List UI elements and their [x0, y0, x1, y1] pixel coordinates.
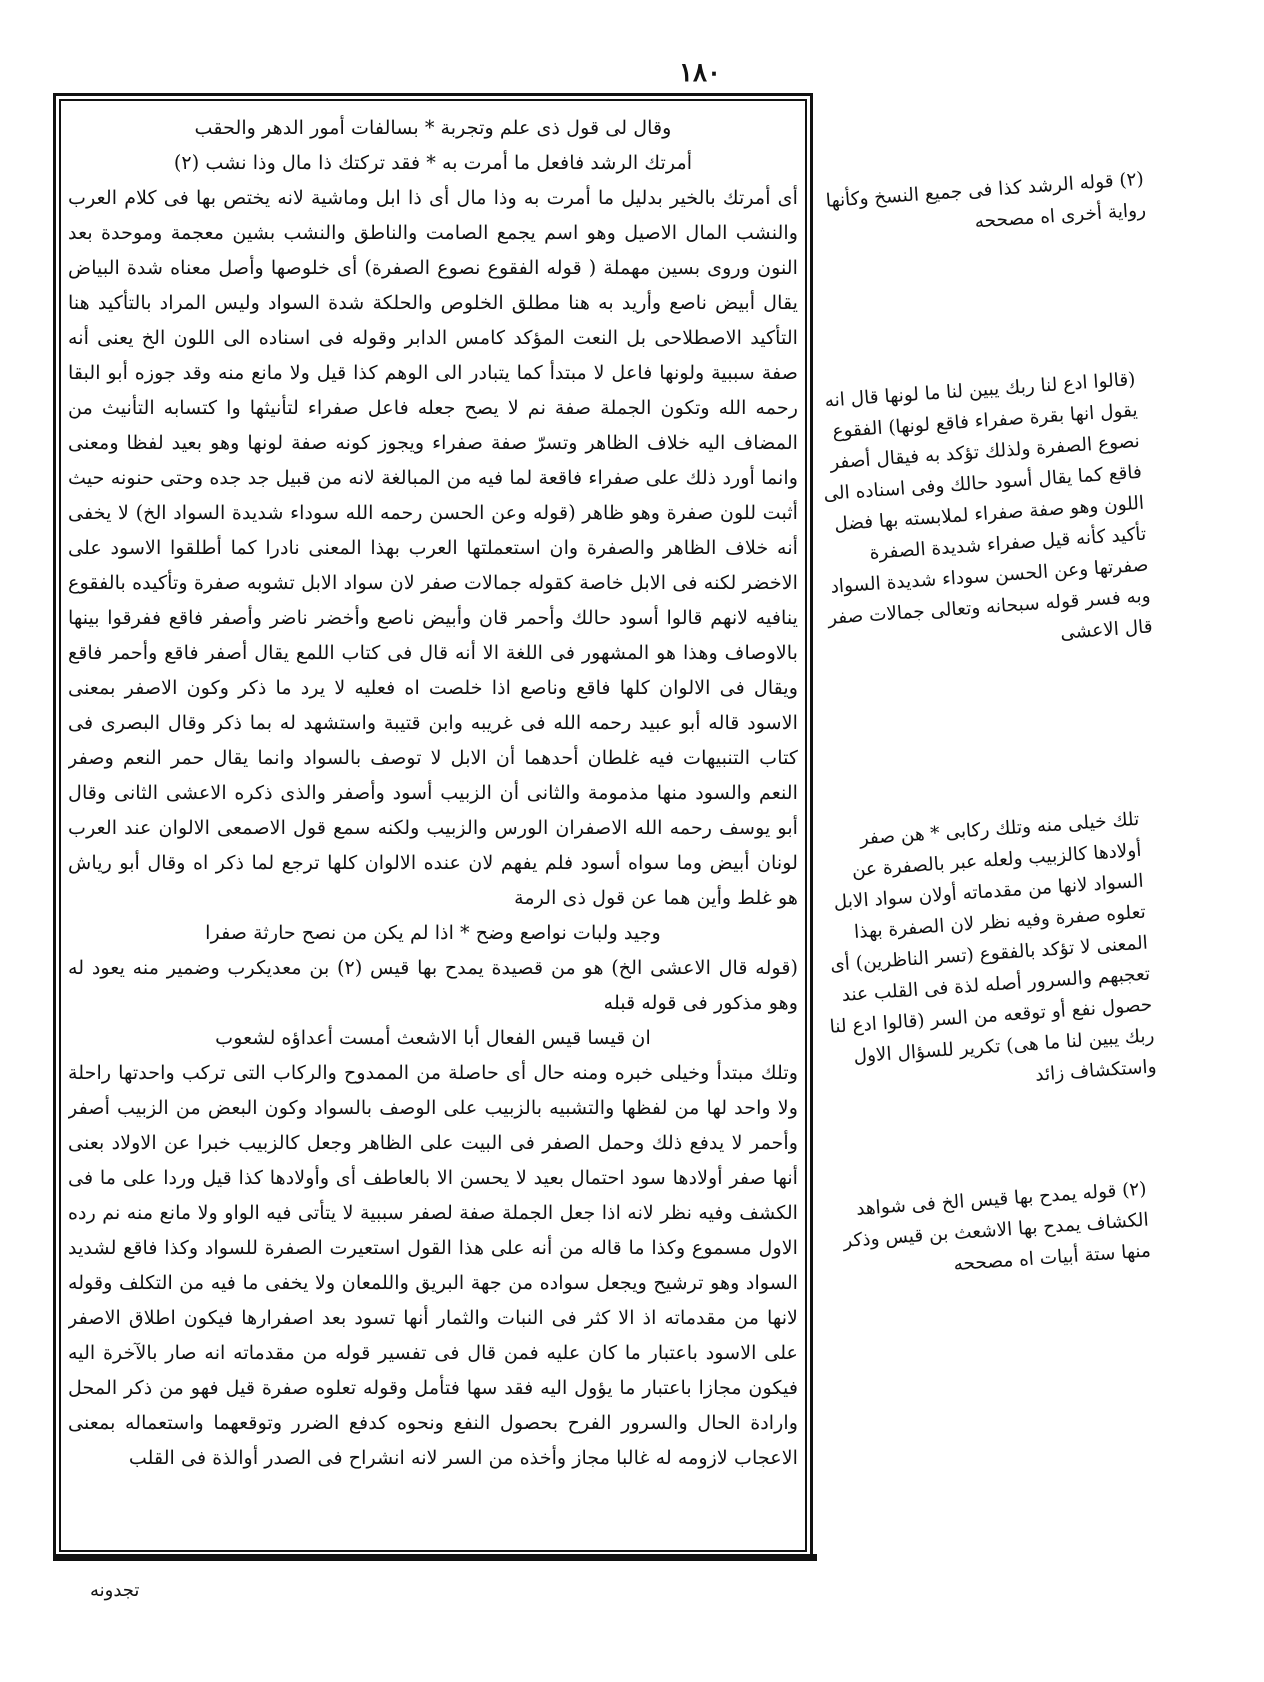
margin-note: (قالوا ادع لنا ربك يبين لنا ما لونها قال انه يقول انها بقرة صفراء فاقع لونها) الفقوع نصوع الصفرة ولذلك تؤكد به فيقال أصفر فاقع كما يقال أسود حالك وفى اسناده الى اللون وهو صفة صفراء لملابسته بها فضل تأكيد كأنه قيل صفراء شديدة الصفرة صفرتها وعن الحسن سوداء شديدة السواد وبه فسر قوله سبحانه وتعالى جمالات صفر قال الاعشى: [822, 369, 1154, 644]
verse-line: ان قيسا قيس الفعال أبا الاشعث أمست أعداؤه لشعوب: [215, 1026, 651, 1049]
catchword: تجدونه: [90, 1580, 140, 1601]
page-number: ١٨٠: [679, 58, 721, 88]
verse-line: وجيد ولبات نواصع وضح * اذا لم يكن من نصح حارثة صفرا: [205, 921, 661, 944]
commentary-paragraph: وتلك مبتدأ وخيلى خبره ومنه حال أى حاصلة من الممدوح والركاب التى تركب واحدتها راحلة ولا واحد لها من لفظها والتشبيه بالزبيب على الوصف بالسواد وكون البعض من الزبيب أصفر وأحمر لا يدفع ذلك وحمل الصفر فى البيت على الظاهر وجعل كالزبيب خبرا عن الاولاد بعنى أنها صفر أولادها سود احتمال بعيد لا يحسن الا بالعاطف أى وأولادها كذا قيل وردا على ما فى الكشف وفيه نظر لانه اذا جعل الجملة صفة لصفر سببية لا يتأتى فيه الواو ولا مانع منه نم رده الاول مسموع وكذا ما قاله من أنه على هذا القول استعيرت الصفرة للسواد وكذا فاقع لشديد السواد وهو ترشيح ويجعل سواده من جهة البريق واللمعان ولا يخفى ما فيه من التكلف وقوله لانها من مقدماته اذ الا كثر فى النبات والثمار أنها تسود بعد اصفرارها فيكون اطلاق الاصفر على الاسود باعتبار ما كان عليه فمن قال فى تفسير قوله من مقدماته انه صار بالآخرة اليه فيكون مجازا باعتبار ما يؤول اليه فقد سها فتأمل وقوله تعلوه صفرة قيل فهو من ذكر المحل وارادة الحال والسرور الفرح بحصول النفع ونحوه كدفع الضرر وتوقعهما واستعماله بمعنى الاعجاب لازومه له غالبا مجاز وأخذه من السر لانه انشراح فى الصدر أوالذة فى القلب: [68, 1061, 798, 1469]
margin-note: (٢) قوله يمدح بها قيس الخ فى شواهد الكشاف يمدح بها الاشعث بن قيس وذكر منها ستة أبيات اه مصححه: [842, 1178, 1152, 1276]
commentary-paragraph: (قوله قال الاعشى الخ) هو من قصيدة يمدح بها قيس (٢) بن معديكرب وضمير منه يعود له وهو مذكور فى قوله قبله: [68, 956, 798, 1014]
verse-line: وقال لى قول ذى علم وتجربة * بسالفات أمور الدهر والحقب: [194, 116, 672, 139]
main-text: [68, 110, 798, 1550]
frame-shadow: [53, 1554, 817, 1561]
verse-line: أمرتك الرشد فافعل ما أمرت به * فقد تركتك ذا مال وذا نشب (٢): [173, 151, 693, 174]
margin-note: تلك خيلى منه وتلك ركابى * هن صفر أولادها كالزبيب ولعله عبر بالصفرة عن السواد لانها من مقدماته أولان سواد الابل تعلوه صفرة وفيه نظر لان الصفرة بهذا المعنى لا تؤكد بالفقوع (تسر الناظرين) أى تعجبهم والسرور أصله لذة فى القلب عند حصول نفع أو توقعه من السر (قالوا ادع لنا ربك يبين لنا ما هى) تكرير للسؤال الاول واستكشاف زائد: [829, 808, 1158, 1086]
margin-note: (٢) قوله الرشد كذا فى جميع النسخ وكأنها رواية أخرى اه مصححه: [825, 168, 1147, 233]
commentary-paragraph: أى أمرتك بالخير بدليل ما أمرت به وذا مال أى ذا ابل وماشية لانه يختص بها فى كلام العرب والنشب المال الاصيل وهو اسم يجمع الصامت والناطق والنشب بشين معجمة وموحدة بعد النون وروى بسين مهملة ( قوله الفقوع نصوع الصفرة) أى خلوصها وأصل معناه شدة البياض يقال أبيض ناصع وأريد به هنا مطلق الخلوص والحلكة شدة السواد وليس المراد بالتأكيد هنا التأكيد الاصطلاحى بل النعت المؤكد كامس الدابر وقوله فى اسناده الى اللون الخ يعنى أنه صفة سببية ولونها فاعل لا مبتدأ كما يتبادر الى الوهم كذا قيل ولا مانع منه وقد جوزه أبو البقا رحمه الله وتكون الجملة صفة نم لا يصح جعله فاعل صفراء لتأنيثها وا كتسابه التأنيث من المضاف اليه خلاف الظاهر وتسرّ صفة صفراء ويجوز كونه صفة لونها وهو بعيد لفظا ومعنى وانما أورد ذلك على صفراء فاقعة لما فيه من المبالغة لانه من قبيل جد جده وحتى حنونه حيث أثبت للون صفرة وهو ظاهر (قوله وعن الحسن رحمه الله سوداء شديدة السواد الخ) لا يخفى أنه خلاف الظاهر والصفرة وان استعملتها العرب بهذا المعنى نادرا كما أطلقوا الاسود على الاخضر لكنه فى الابل خاصة كقوله جمالات صفر لان سواد الابل تشوبه صفرة وتأكيده بالفقوع ينافيه لانهم قالوا أسود حالك وأحمر قان وأبيض ناصع وأخضر ناضر وأصفر فاقع ففرقوا بينها بالاوصاف وهذا هو المشهور فى اللغة الا أنه قال فى كتاب اللمع يقال أصفر فاقع وأحمر فاقع ويقال فى الالوان كلها فاقع وناصع اذا خلصت اه فعليه لا يرد ما ذكر وكون الاصفر بمعنى الاسود قاله أبو عبيد رحمه الله فى غريبه وابن قتيبة واستشهد له بما ذكر وقال البصرى فى كتاب التنبيهات فيه غلطان أحدهما أن الابل لا توصف بالسواد وانما يقال حمر النعم وصفر النعم والسود منها مذمومة والثانى أن الزبيب أسود وأصفر والذى ذكره الاعشى الثانى وقال أبو يوسف رحمه الله الاصفران الورس والزبيب ولكنه سمع قول الاصمعى الالوان عند العرب لونان أبيض وما سواه أسود فلم يفهم لان عنده الالوان كلها ترجع لما ذكر اه وقال أبو رياش هو غلط وأين هما عن قول ذى الرمة: [68, 186, 798, 909]
